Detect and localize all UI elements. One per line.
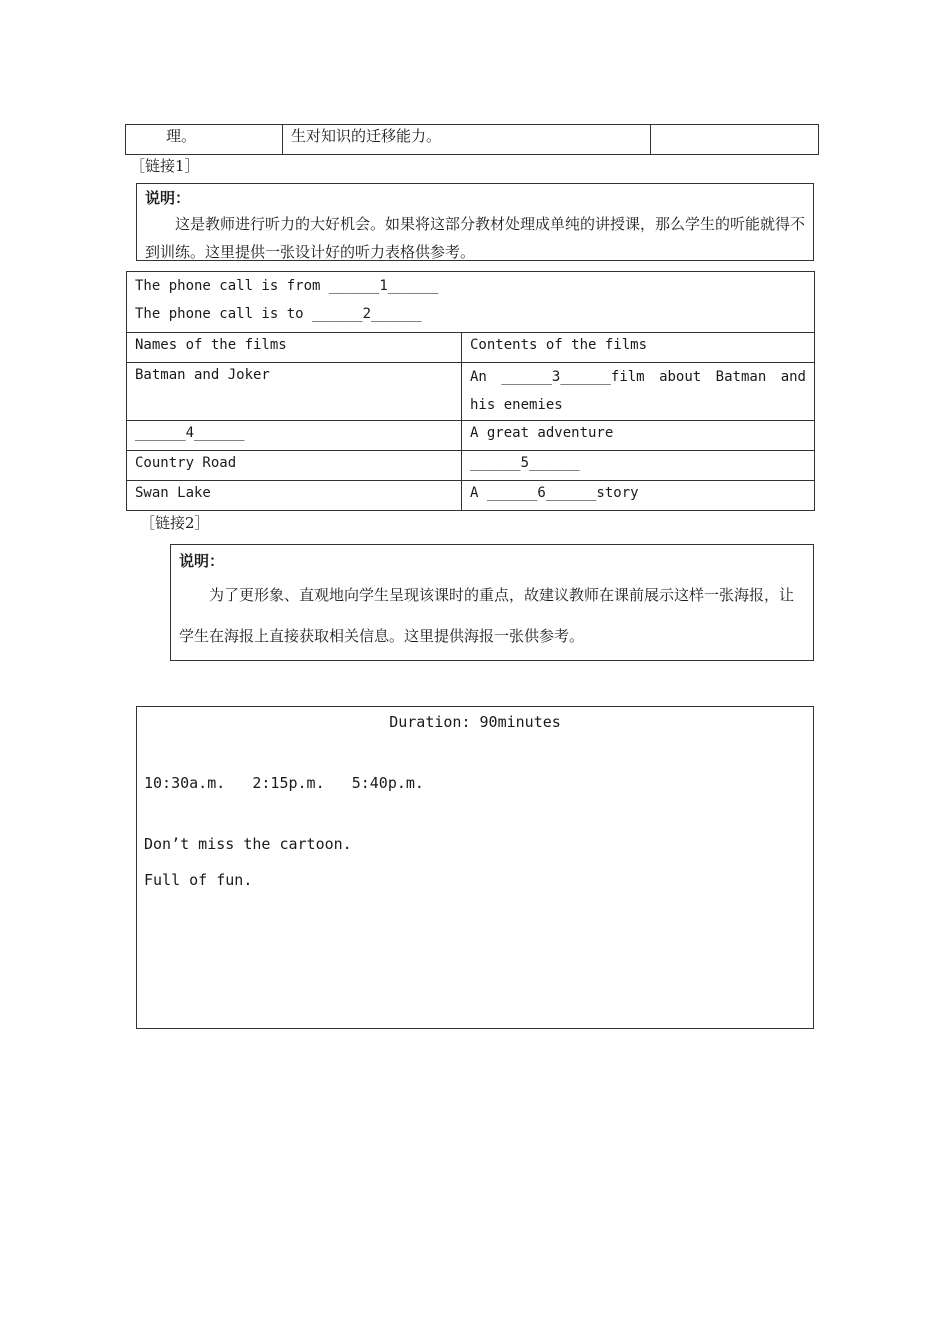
table-row (127, 451, 815, 481)
lesson-plan-table-fragment (125, 124, 819, 155)
margin-tick (813, 891, 814, 903)
film-content: A great adventure (462, 421, 815, 451)
margin-tick (813, 573, 814, 585)
table-cell: 理。 (126, 125, 283, 155)
poster-duration: Duration: 90minutes (389, 713, 561, 731)
note2-title: 说明： (179, 552, 225, 570)
listening-table (126, 271, 815, 511)
phone-call-to: The phone call is to ______2______ (135, 306, 422, 322)
table-row (127, 481, 815, 511)
table-cell (651, 125, 819, 155)
margin-tick (136, 891, 137, 903)
margin-tick (813, 855, 814, 867)
poster-line2: Full of fun. (144, 871, 253, 889)
poster-box (136, 706, 814, 1029)
note1-box (136, 183, 814, 261)
link2-label: ［链接2］ (140, 514, 210, 532)
note2-body: 为了更形象、直观地向学生呈现该课时的重点，故建议教师在课前展示这样一张海报，让学生在海报上直接获取相关信息。这里提供海报一张供参考。 (179, 586, 795, 645)
phone-call-from: The phone call is from ______1______ (135, 278, 439, 294)
margin-tick (813, 795, 814, 807)
header-contents: Contents of the films (462, 333, 815, 363)
table-row (127, 363, 815, 421)
table-row (127, 421, 815, 451)
note1-title: 说明： (145, 189, 191, 207)
note1-body: 这是教师进行听力的大好机会。如果将这部分教材处理成单纯的讲授课，那么学生的听能就得不到训练。这里提供一张设计好的听力表格供参考。 (145, 215, 806, 261)
margin-tick (136, 855, 137, 867)
poster-line1: Don’t miss the cartoon. (144, 835, 352, 853)
film-content: A ______6______story (462, 481, 815, 511)
margin-tick (170, 573, 171, 585)
phone-call-cell (127, 272, 815, 333)
film-content: An ______3______film about Batman and his enemies (462, 363, 815, 421)
link1-label: ［链接1］ (130, 157, 200, 175)
poster-times: 10:30a.m. 2:15p.m. 5:40p.m. (144, 774, 424, 792)
table-cell: 生对知识的迁移能力。 (283, 125, 651, 155)
header-names: Names of the films (127, 333, 462, 363)
film-name: Batman and Joker (127, 363, 462, 421)
film-name: Country Road (127, 451, 462, 481)
film-name: Swan Lake (127, 481, 462, 511)
margin-tick (136, 795, 137, 807)
margin-tick (136, 733, 137, 745)
margin-tick (813, 733, 814, 745)
note2-box (170, 544, 814, 661)
film-content: ______5______ (462, 451, 815, 481)
film-name: ______4______ (127, 421, 462, 451)
